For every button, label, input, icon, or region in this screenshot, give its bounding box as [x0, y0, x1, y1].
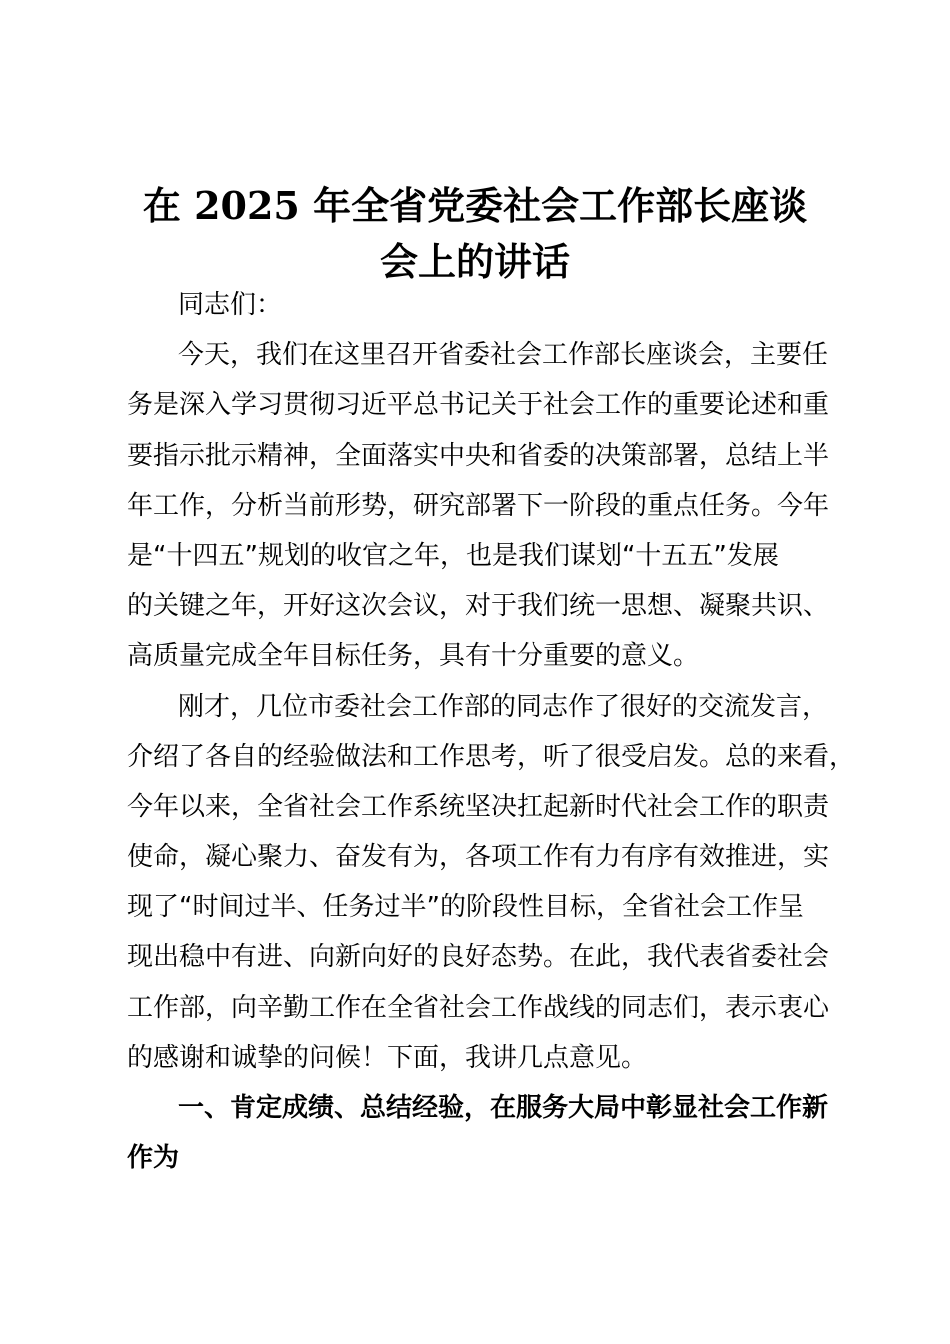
- paragraph-1-line: 的关键之年，开好这次会议，对于我们统一思想、凝聚共识、: [127, 591, 830, 622]
- paragraph-2-line: 刚才，几位市委社会工作部的同志作了很好的交流发言，: [178, 691, 829, 722]
- paragraph-2-line: 介绍了各自的经验做法和工作思考，听了很受启发。总的来看，: [127, 741, 856, 772]
- paragraph-1-line: 务是深入学习贯彻习近平总书记关于社会工作的重要论述和重: [127, 390, 830, 421]
- salutation: 同志们：: [178, 290, 283, 320]
- paragraph-1-line: 是“十四五”规划的收官之年，也是我们谋划“十五五”发展: [127, 540, 779, 571]
- paragraph-1-line: 今天，我们在这里召开省委社会工作部长座谈会，主要任: [178, 340, 829, 371]
- section-heading-line: 作为: [127, 1143, 180, 1174]
- paragraph-2-line: 今年以来，全省社会工作系统坚决扛起新时代社会工作的职责: [127, 791, 830, 822]
- document-title: [100, 178, 850, 290]
- paragraph-2-line: 使命，凝心聚力、奋发有为，各项工作有力有序有效推进，实: [127, 842, 830, 873]
- paragraph-2-line: 工作部，向辛勤工作在全省社会工作战线的同志们，表示衷心: [127, 992, 830, 1023]
- paragraph-1-line: 要指示批示精神，全面落实中央和省委的决策部署，总结上半: [127, 440, 830, 471]
- document-body: [127, 280, 856, 1183]
- paragraph-2-line: 的感谢和诚挚的问候！下面，我讲几点意见。: [127, 1042, 648, 1073]
- section-heading-line: 一、肯定成绩、总结经验，在服务大局中彰显社会工作新: [178, 1093, 829, 1123]
- paragraph-2-line: 现出稳中有进、向新向好的良好态势。在此，我代表省委社会: [127, 942, 830, 973]
- title-line: 在 2025 年全省党委社会工作部长座谈: [142, 183, 808, 228]
- paragraph-2-line: 现了“时间过半、任务过半”的阶段性目标，全省社会工作呈: [127, 892, 804, 923]
- title-line: 会上的讲话: [379, 239, 570, 284]
- paragraph-1-line: 年工作，分析当前形势，研究部署下一阶段的重点任务。今年: [127, 490, 830, 521]
- paragraph-1-line: 高质量完成全年目标任务，具有十分重要的意义。: [127, 641, 700, 672]
